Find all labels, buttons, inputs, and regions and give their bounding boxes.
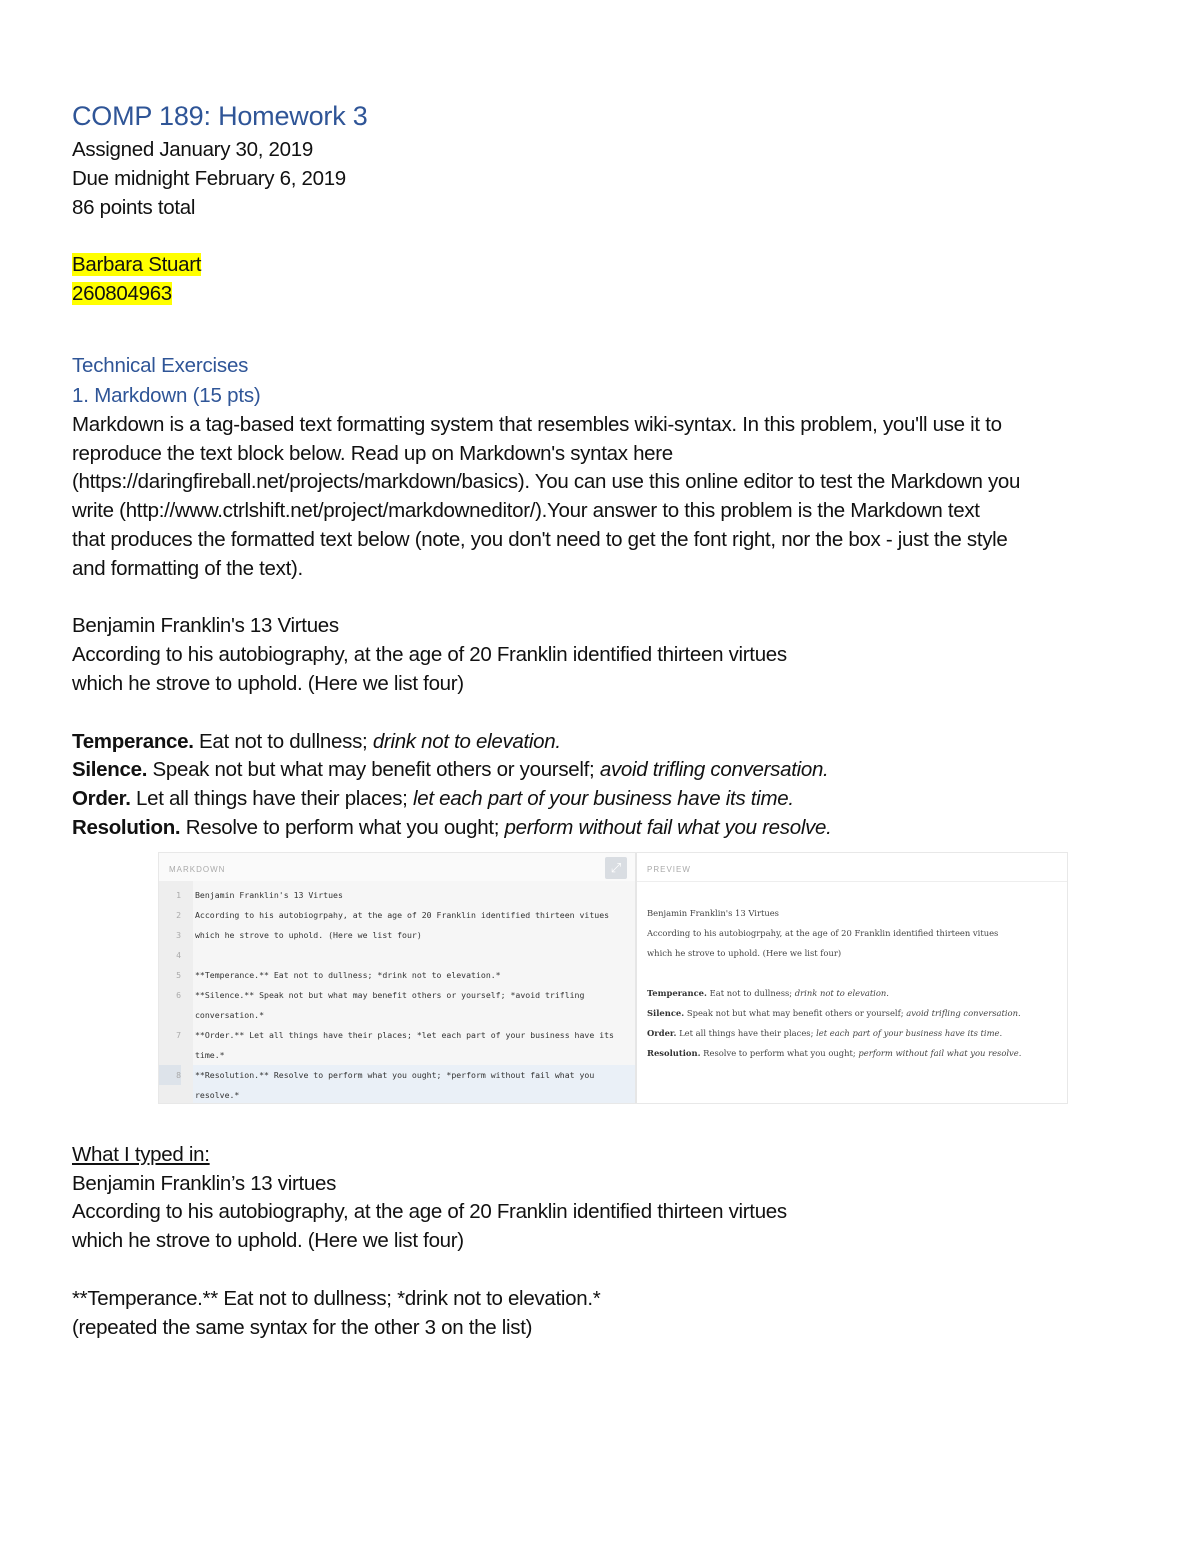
preview-virtue-name: Resolution. xyxy=(647,1048,701,1058)
code-text: Benjamin Franklin's 13 Virtues xyxy=(195,890,343,900)
due-date: Due midnight February 6, 2019 xyxy=(72,166,346,190)
description-line: write (http://www.ctrlshift.net/project/markdowneditor/).Your answer to this problem is the Markdown text xyxy=(72,499,980,523)
total-points: 86 points total xyxy=(72,195,196,219)
code-line xyxy=(193,1045,635,1065)
section-heading: Technical Exercises xyxy=(72,353,249,377)
code-line xyxy=(176,885,635,905)
description-line: (https://daringfireball.net/projects/markdown/basics). You can use this online editor to test the Markdown you xyxy=(72,470,1021,494)
problem-description xyxy=(72,411,1131,584)
code-text: **Order.** Let all things have their places; *let each part of your business have its xyxy=(195,1030,614,1040)
preview-virtue-item xyxy=(647,983,1021,1003)
line-number: 7 xyxy=(176,1030,181,1040)
line-number: 4 xyxy=(176,950,181,960)
virtue-name: Temperance. xyxy=(72,729,194,753)
preview-virtue-text: Eat not to dullness; xyxy=(706,988,795,998)
answer-line-1: Benjamin Franklin’s 13 virtues xyxy=(72,1171,337,1195)
virtue-text: Eat not to dullness; xyxy=(193,729,373,753)
target-intro-2: which he strove to uphold. (Here we list four) xyxy=(72,671,464,695)
preview-virtue-item xyxy=(647,1043,1021,1063)
target-heading: Benjamin Franklin's 13 Virtues xyxy=(72,614,339,638)
target-intro-1: According to his autobiography, at the age of 20 Franklin identified thirteen virtues xyxy=(72,643,787,667)
preview-heading: Benjamin Franklin's 13 Virtues xyxy=(647,908,779,918)
virtue-item xyxy=(72,728,1131,757)
preview-pane-label: PREVIEW xyxy=(637,853,1067,882)
virtues-list xyxy=(72,728,1131,843)
virtue-text: Resolve to perform what you ought; xyxy=(180,815,505,839)
code-text: **Silence.** Speak not but what may benefit others or yourself; *avoid trifling xyxy=(195,990,585,1000)
virtue-text: Let all things have their places; xyxy=(130,787,413,811)
virtue-item xyxy=(72,785,1131,814)
description-line: that produces the formatted text below (note, you don't need to get the font right, nor the box - just the style xyxy=(72,527,1008,551)
code-line xyxy=(176,925,635,945)
preview-virtue-item xyxy=(647,1023,1021,1043)
preview-virtue-text: Resolve to perform what you ought; xyxy=(700,1048,859,1058)
answer-note: (repeated the same syntax for the other 3 on the list) xyxy=(72,1315,533,1339)
line-number: 1 xyxy=(176,890,181,900)
virtue-italic: drink not to elevation. xyxy=(372,729,561,753)
markdown-pane xyxy=(159,853,637,1103)
preview-virtue-italic: perform without fail what you resolve. xyxy=(858,1048,1022,1058)
answer-code-line: **Temperance.** Eat not to dullness; *drink not to elevation.* xyxy=(72,1286,601,1310)
preview-pane xyxy=(637,853,1067,1103)
preview-virtue-item xyxy=(647,1003,1021,1023)
markdown-pane-label: MARKDOWN xyxy=(159,853,635,881)
expand-icon[interactable]: ⤢ xyxy=(605,857,627,879)
virtue-text: Speak not but what may benefit others or yourself; xyxy=(147,758,600,782)
virtue-italic: let each part of your business have its time. xyxy=(412,787,794,811)
assigned-date: Assigned January 30, 2019 xyxy=(72,138,313,161)
answer-label: What I typed in: xyxy=(72,1142,210,1166)
answer-line-3: which he strove to uphold. (Here we list four) xyxy=(72,1229,464,1253)
virtue-item xyxy=(72,814,1131,843)
virtue-item xyxy=(72,756,1131,785)
line-number: 5 xyxy=(176,970,181,980)
preview-virtue-italic: avoid trifling conversation. xyxy=(906,1008,1021,1018)
answer-line-2: According to his autobiography, at the age of 20 Franklin identified thirteen virtues xyxy=(72,1200,787,1224)
code-line xyxy=(176,985,635,1005)
virtue-italic: perform without fail what you resolve. xyxy=(504,815,832,839)
code-line xyxy=(176,945,635,965)
virtue-name: Order. xyxy=(72,787,131,811)
code-text: conversation.* xyxy=(195,1010,265,1020)
line-number: 8 xyxy=(159,1065,181,1085)
student-name: Barbara Stuart xyxy=(72,253,202,277)
document-title: COMP 189: Homework 3 xyxy=(72,101,368,131)
code-text: time.* xyxy=(195,1050,225,1060)
code-text: According to his autobiogrpahy, at the age of 20 Franklin identified thirteen vitues xyxy=(195,910,610,920)
description-line: and formatting of the text). xyxy=(72,556,303,580)
markdown-code[interactable] xyxy=(176,885,635,1104)
code-text: **Resolution.** Resolve to perform what you ought; *perform without fail what you xyxy=(195,1070,595,1080)
code-line xyxy=(176,965,635,985)
virtue-italic: avoid trifling conversation. xyxy=(599,758,829,782)
description-line: Markdown is a tag-based text formatting system that resembles wiki-syntax. In this problem, you'll use it to xyxy=(72,412,1002,436)
line-number: 6 xyxy=(176,990,181,1000)
preview-intro-1: According to his autobiogrpahy, at the age of 20 Franklin identified thirteen vitues xyxy=(647,928,999,938)
preview-intro-2: which he strove to uphold. (Here we list four) xyxy=(647,948,842,958)
markdown-editor-screenshot xyxy=(158,852,1068,1104)
preview-virtue-name: Order. xyxy=(647,1028,677,1038)
preview-virtue-text: Speak not but what may benefit others or yourself; xyxy=(684,1008,907,1018)
preview-content xyxy=(647,903,1021,1063)
code-line xyxy=(193,1085,635,1104)
virtue-name: Resolution. xyxy=(72,815,181,839)
line-number: 3 xyxy=(176,930,181,940)
preview-virtue-name: Temperance. xyxy=(647,988,707,998)
code-line xyxy=(176,1025,635,1045)
preview-virtue-name: Silence. xyxy=(647,1008,685,1018)
preview-virtue-italic: let each part of your business have its time. xyxy=(816,1028,1003,1038)
virtue-name: Silence. xyxy=(72,758,148,782)
document-page xyxy=(72,96,1131,1342)
description-line: reproduce the text block below. Read up on Markdown's syntax here xyxy=(72,441,673,465)
line-number: 2 xyxy=(176,910,181,920)
code-line xyxy=(193,1005,635,1025)
code-text: which he strove to uphold. (Here we list four) xyxy=(195,930,422,940)
student-id: 260804963 xyxy=(72,281,172,305)
code-text: resolve.* xyxy=(195,1090,240,1100)
code-line xyxy=(176,905,635,925)
preview-virtue-text: Let all things have their places; xyxy=(676,1028,817,1038)
code-text: **Temperance.** Eat not to dullness; *drink not to elevation.* xyxy=(195,970,501,980)
problem-heading: 1. Markdown (15 pts) xyxy=(72,383,261,407)
preview-virtue-italic: drink not to elevation. xyxy=(794,988,889,998)
code-line xyxy=(176,1065,635,1085)
